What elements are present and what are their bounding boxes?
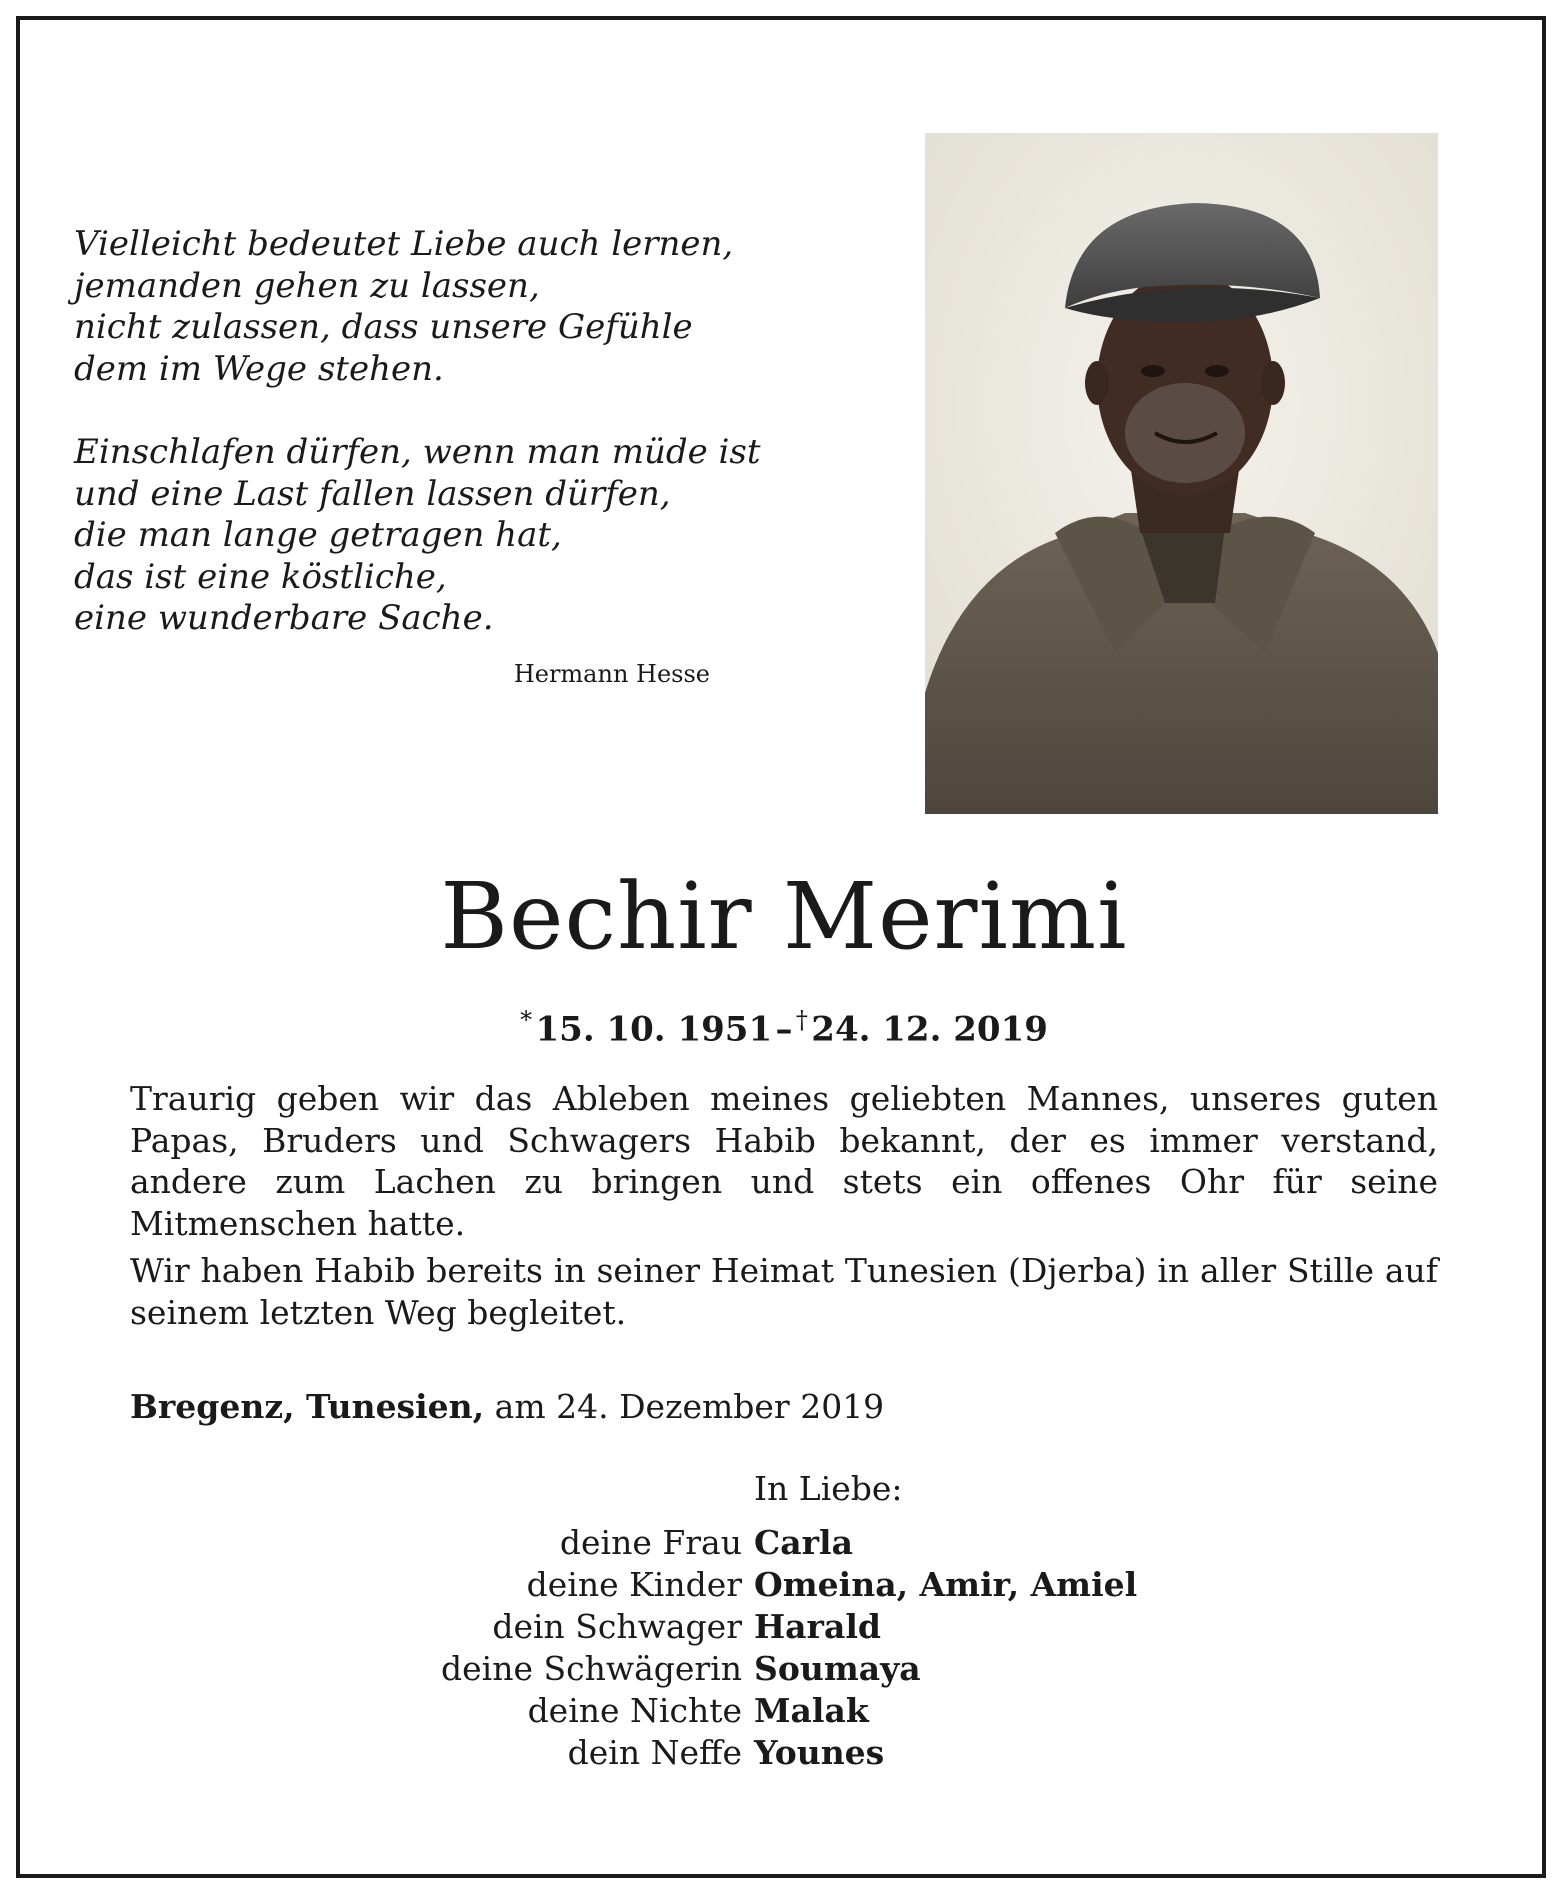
mourner-row — [0, 1522, 1568, 1564]
date: am 24. Dezember 2019 — [494, 1387, 885, 1426]
mourner-relation: dein Neffe — [567, 1733, 742, 1772]
mourners-heading: In Liebe: — [754, 1469, 903, 1508]
life-dates — [0, 998, 1568, 1051]
deceased-name: Bechir Merimi — [440, 863, 1128, 970]
place-and-date — [130, 1386, 884, 1428]
mourner-names: Soumaya — [754, 1649, 921, 1688]
mourner-relation: deine Kinder — [526, 1565, 742, 1604]
mourner-row — [0, 1690, 1568, 1732]
birth-date: 15. 10. 1951 — [535, 1009, 773, 1050]
poem — [74, 224, 761, 640]
mourner-names: Omeina, Amir, Amiel — [754, 1565, 1138, 1604]
mourner-relation: deine Nichte — [527, 1691, 742, 1730]
poem-line: Vielleicht bedeutet Liebe auch lernen, — [74, 224, 734, 264]
announcement-text — [130, 1078, 1438, 1333]
mourner-names: Malak — [754, 1691, 869, 1730]
announcement-paragraph: Traurig geben wir das Ableben meines geliebten Mannes, unseres guten Papas, Bruders und Schwagers Habib bekannt, der es immer verstand, andere zum Lachen zu bringen und stets ein offenes Ohr für seine Mitmenschen hatte. — [130, 1079, 1438, 1243]
portrait-photo — [925, 133, 1438, 814]
mourner-relation: dein Schwager — [492, 1607, 742, 1646]
poem-line: das ist eine köstliche, — [74, 556, 447, 597]
poem-author: Hermann Hesse — [513, 660, 710, 688]
death-symbol: † — [795, 1006, 808, 1034]
poem-line: eine wunderbare Sache. — [74, 598, 494, 638]
poem-line: dem im Wege stehen. — [74, 348, 444, 389]
mourner-names: Younes — [754, 1733, 885, 1772]
announcement-paragraph: Wir haben Habib bereits in seiner Heimat Tunesien (Djerba) in aller Stille auf seinem letzten Weg begleitet. — [130, 1251, 1438, 1332]
birth-symbol: * — [520, 1006, 533, 1034]
death-date: 24. 12. 2019 — [811, 1009, 1048, 1050]
poem-line: und eine Last fallen lassen dürfen, — [74, 473, 671, 514]
poem-stanza-2 — [74, 432, 761, 640]
mourners-list — [0, 1522, 1568, 1774]
mourner-row — [0, 1732, 1568, 1774]
date-separator: – — [775, 1009, 793, 1050]
mourner-names: Harald — [754, 1607, 881, 1646]
mourner-names: Carla — [754, 1523, 853, 1562]
poem-line: Einschlafen dürfen, wenn man müde ist — [74, 432, 761, 472]
poem-line: die man lange getragen hat, — [74, 515, 562, 555]
mourner-row — [0, 1648, 1568, 1690]
place: Bregenz, Tunesien, — [130, 1387, 485, 1426]
mourner-row — [0, 1564, 1568, 1606]
poem-line: nicht zulassen, dass unsere Gefühle — [74, 307, 693, 347]
poem-line: jemanden gehen zu lassen, — [74, 265, 540, 306]
mourner-relation: deine Schwägerin — [441, 1649, 742, 1688]
mourner-row — [0, 1606, 1568, 1648]
poem-stanza-1 — [74, 224, 734, 390]
mourner-relation: deine Frau — [559, 1523, 742, 1562]
